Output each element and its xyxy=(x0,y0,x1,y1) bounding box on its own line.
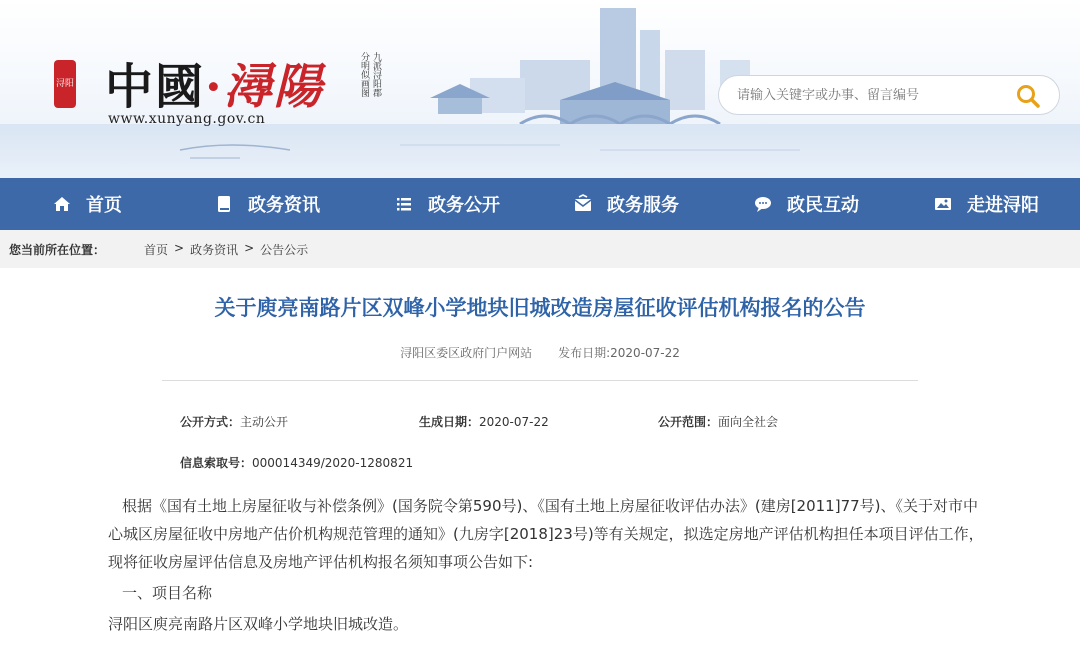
article-source: 浔阳区委区政府门户网站 xyxy=(400,346,533,360)
breadcrumb-links xyxy=(144,241,308,258)
article-paragraph: 根据《国有土地上房屋征收与补偿条例》(国务院令第590号)、《国有土地上房屋征收评估办法》(建房[2011]77号)、《关于对市中心城区房屋征收中房地产估价机构规范管理的通知》(九房字[2018]23号)等有关规定，拟选定房地产评估机构担任本项目评估工作，现将征收房屋评估信息及房地产评估机构报名须知事项公告如下: xyxy=(108,497,984,571)
slogan-line-1: 九派浔阳郡 xyxy=(371,52,381,97)
meta-generated-value: 2020-07-22 xyxy=(479,415,549,429)
meta-scope-value: 面向全社会 xyxy=(718,415,779,429)
nav-label: 走进浔阳 xyxy=(967,195,1039,216)
meta-generated-label: 生成日期： xyxy=(419,415,480,429)
meta-disclosure-value: 主动公开 xyxy=(240,415,289,429)
article-title: 关于庾亮南路片区双峰小学地块旧城改造房屋征收评估机构报名的公告 xyxy=(214,296,866,320)
meta-scope-label: 公开范围： xyxy=(658,415,719,429)
nav-label: 首页 xyxy=(86,195,122,216)
book-icon xyxy=(214,194,234,214)
breadcrumb-home-link[interactable]: 首页 xyxy=(144,242,169,257)
meta-index-number xyxy=(180,454,413,471)
article-source-line xyxy=(0,344,1080,361)
header-banner xyxy=(0,0,1080,178)
seal-logo xyxy=(54,60,76,108)
site-url: www.xunyang.gov.cn xyxy=(108,111,266,127)
breadcrumb-news-link[interactable]: 政务资讯 xyxy=(190,242,239,257)
meta-disclosure-label: 公开方式： xyxy=(180,415,241,429)
nav-item-about[interactable] xyxy=(933,178,1039,230)
nav-item-interaction[interactable] xyxy=(753,178,859,230)
article-paragraph: 浔阳区庾亮南路片区双峰小学地块旧城改造。 xyxy=(108,615,409,633)
site-logo-title[interactable] xyxy=(105,48,324,117)
logo-main-text: 中國 xyxy=(105,59,206,115)
logo-city-text: 潯陽 xyxy=(223,59,324,115)
meta-disclosure xyxy=(180,413,288,430)
nav-item-disclosure[interactable] xyxy=(394,178,500,230)
meta-index-label: 信息索取号： xyxy=(180,456,253,470)
main-nav xyxy=(0,178,1080,230)
nav-label: 政务服务 xyxy=(607,195,679,216)
breadcrumb xyxy=(0,230,1080,268)
logo-dot: · xyxy=(205,59,224,115)
nav-label: 政务公开 xyxy=(428,195,500,216)
seal-text: 浔阳 xyxy=(55,78,74,89)
breadcrumb-notice-link[interactable]: 公告公示 xyxy=(260,242,309,257)
home-icon xyxy=(52,194,72,214)
breadcrumb-label: 您当前所在位置： xyxy=(9,242,106,257)
breadcrumb-separator: > xyxy=(244,240,255,255)
search-box xyxy=(718,75,1060,115)
meta-scope xyxy=(658,413,778,430)
search-icon[interactable] xyxy=(1015,83,1041,109)
slogan-line-2: 分明似画图 xyxy=(359,52,369,97)
list-icon xyxy=(394,194,414,214)
article-section-heading: 一、项目名称 xyxy=(122,584,213,602)
mail-icon xyxy=(573,194,593,214)
nav-label: 政务资讯 xyxy=(248,195,320,216)
image-icon xyxy=(933,194,953,214)
search-input[interactable] xyxy=(737,88,1007,103)
nav-item-news[interactable] xyxy=(214,178,320,230)
article-body xyxy=(108,492,988,638)
nav-item-services[interactable] xyxy=(573,178,679,230)
article-publish-date: 发布日期:2020-07-22 xyxy=(558,346,680,360)
meta-generated-date xyxy=(419,413,549,430)
breadcrumb-separator: > xyxy=(174,240,185,255)
chat-icon xyxy=(753,194,773,214)
nav-item-home[interactable] xyxy=(52,178,122,230)
divider xyxy=(162,380,918,381)
meta-index-value: 000014349/2020-1280821 xyxy=(252,456,414,470)
nav-label: 政民互动 xyxy=(787,195,859,216)
